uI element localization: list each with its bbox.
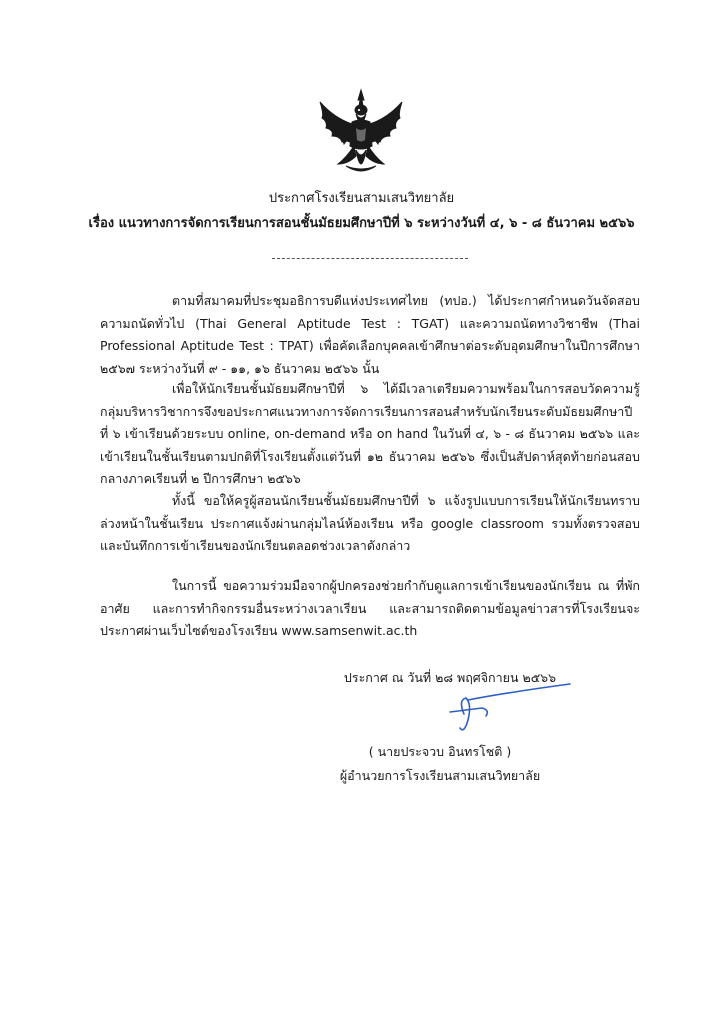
paragraph-1-text: ตามที่สมาคมที่ประชุมอธิการบดีแห่งประเทศไทย (ทปอ.) ได้ประกาศกำหนดวันจัดสอบความถนัดทั่วไป (Thai General Aptitude Test : TGAT) และความถนัดทางวิชาชีพ (Thai Professional Aptitude Test : TPAT) เพื่อคัดเลือกบุคคลเข้าศึกษาต่อระดับอุดมศึกษาในปีการศึกษา ๒๕๖๗ ระหว่างวันที่ ๙ - ๑๑, ๑๖ ธันวาคม ๒๕๖๖ นั้น bbox=[100, 293, 640, 376]
announcement-org-title: ประกาศโรงเรียนสามเสนวิทยาลัย bbox=[268, 191, 455, 206]
paragraph-2-text: เพื่อให้นักเรียนชั้นมัธยมศึกษาปีที่ ๖ ได้มีเวลาเตรียมความพร้อมในการสอบวัดความรู้ กลุ่มบริหารวิชาการจึงขอประกาศแนวทางการจัดการเรียนการสอนสำหรับนักเรียนระดับมัธยมศึกษาปีที่ ๖ เข้าเรียนด้วยระบบ online, on-demand หรือ on hand ในวันที่ ๔, ๖ - ๘ ธันวาคม ๒๕๖๖ และเข้าเรียนในชั้นเรียนตามปกติที่โรงเรียนตั้งแต่วันที่ ๑๒ ธันวาคม ๒๕๖๖ ซึ่งเป็นสัปดาห์สุดท้ายก่อนสอบกลางภาคเรียนที่ ๒ ปีการศึกษา ๒๕๖๖ bbox=[100, 381, 640, 486]
paragraph-3 bbox=[100, 490, 640, 558]
paragraph-4 bbox=[100, 575, 640, 643]
paragraph-4-text: ในการนี้ ขอความร่วมมือจากผู้ปกครองช่วยกำกับดูแลการเข้าเรียนของนักเรียน ณ ที่พักอาศัย และการทำกิจกรรมอื่นระหว่างเวลาเรียน และสามารถติดตามข้อมูลข่าวสารที่โรงเรียนจะประกาศผ่านเว็บไซต์ของโรงเรียน www.samsenwit.ac.th bbox=[100, 578, 640, 638]
paragraph-2 bbox=[100, 378, 640, 491]
signer-name: ( นายประจวบ อินทรโชติ ) bbox=[368, 744, 512, 759]
announcement-subject: เรื่อง แนวทางการจัดการเรียนการสอนชั้นมัธยมศึกษาปีที่ ๖ ระหว่างวันที่ ๔, ๖ - ๘ ธันวาคม ๒๕๖๖ bbox=[88, 216, 635, 231]
handwritten-signature bbox=[420, 680, 580, 740]
header-divider bbox=[272, 258, 468, 259]
signer-title: ผู้อำนวยการโรงเรียนสามเสนวิทยาลัย bbox=[339, 768, 541, 783]
garuda-emblem-icon bbox=[316, 88, 406, 180]
paragraph-3-text: ทั้งนี้ ขอให้ครูผู้สอนนักเรียนชั้นมัธยมศึกษาปีที่ ๖ แจ้งรูปแบบการเรียนให้นักเรียนทราบล่วงหน้าในชั้นเรียน ประกาศแจ้งผ่านกลุ่มไลน์ห้องเรียน หรือ google classroom รวมทั้งตรวจสอบและบันทึกการเข้าเรียนของนักเรียนตลอดช่วงเวลาดังกล่าว bbox=[100, 493, 640, 553]
announcement-date: ประกาศ ณ วันที่ ๒๘ พฤศจิกายน ๒๕๖๖ bbox=[343, 670, 557, 685]
paragraph-1 bbox=[100, 290, 640, 380]
